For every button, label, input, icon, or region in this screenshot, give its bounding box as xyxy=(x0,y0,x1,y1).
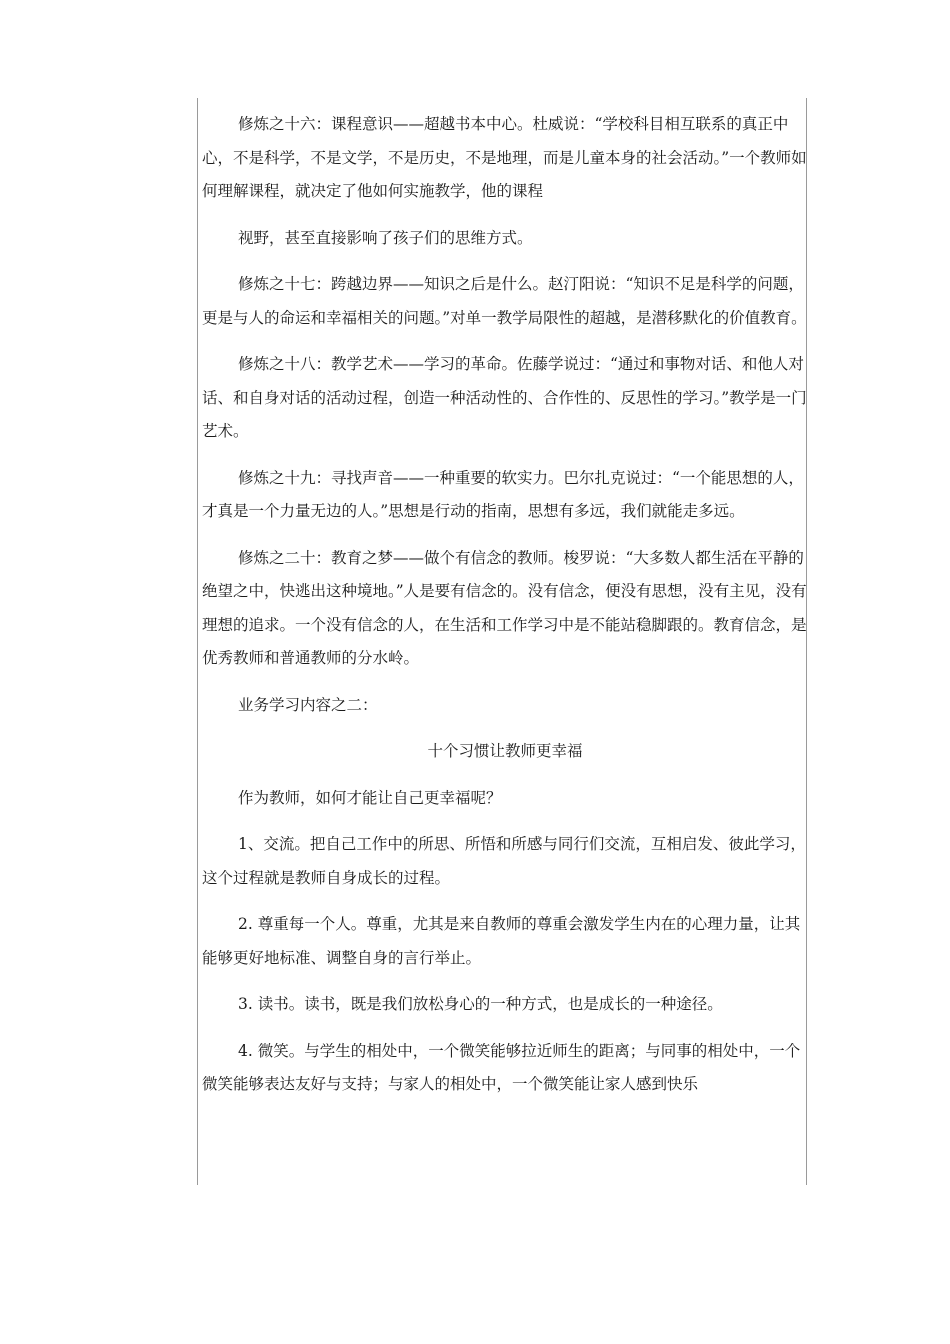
section-heading: 业务学习内容之二： xyxy=(238,695,378,714)
habit-1-paragraph: 1、交流。把自己工作中的所思、所悟和所感与同行们交流，互相启发、彼此学习，这个过程就是教师自身成长的过程。 xyxy=(202,835,806,887)
page-frame-left-rule xyxy=(197,98,198,1185)
paragraph-cultivation-18: 修炼之十八：教学艺术——学习的革命。佐藤学说过：“通过和事物对话、和他人对话、和自身对话的活动过程，创造一种活动性的、合作性的、反思性的学习。”教学是一门艺术。 xyxy=(202,355,807,440)
article-title: 十个习惯让教师更幸福 xyxy=(427,742,583,760)
paragraph-cultivation-16-continued: 视野，甚至直接影响了孩子们的思维方式。 xyxy=(238,228,533,247)
paragraph-cultivation-19: 修炼之十九：寻找声音——一种重要的软实力。巴尔扎克说过：“一个能思想的人，才真是一个力量无边的人。”思想是行动的指南，思想有多远，我们就能走多远。 xyxy=(202,468,804,520)
paragraph-cultivation-16: 修炼之十六：课程意识——超越书本中心。杜威说：“学校科目相互联系的真正中心，不是科学，不是文学，不是历史，不是地理，而是儿童本身的社会活动。”一个教师如何理解课程，就决定了他如何实施教学，他的课程 xyxy=(202,115,807,200)
paragraph-cultivation-20: 修炼之二十：教育之梦——做个有信念的教师。梭罗说：“大多数人都生活在平静的绝望之中，快逃出这种境地。”人是要有信念的。没有信念，便没有思想，没有主见，没有理想的追求。一个没有信念的人，在生活和工作学习中是不能站稳脚跟的。教育信念，是优秀教师和普通教师的分水岭。 xyxy=(202,548,807,667)
habit-3-paragraph: 3. 读书。读书，既是我们放松身心的一种方式，也是成长的一种途径。 xyxy=(238,995,723,1013)
habit-4-paragraph: 4. 微笑。与学生的相处中，一个微笑能够拉近师生的距离；与同事的相处中，一个微笑能够表达友好与支持；与家人的相处中，一个微笑能让家人感到快乐 xyxy=(202,1041,801,1093)
paragraph-cultivation-17: 修炼之十七：跨越边界——知识之后是什么。赵汀阳说：“知识不足是科学的问题，更是与人的命运和幸福相关的问题。”对单一教学局限性的超越，是潜移默化的价值教育。 xyxy=(202,275,807,327)
document-body xyxy=(202,108,808,1102)
habit-2-paragraph: 2. 尊重每一个人。尊重，尤其是来自教师的尊重会激发学生内在的心理力量，让其能够更好地标准、调整自身的言行举止。 xyxy=(202,915,801,967)
intro-paragraph: 作为教师，如何才能让自己更幸福呢？ xyxy=(238,788,502,807)
